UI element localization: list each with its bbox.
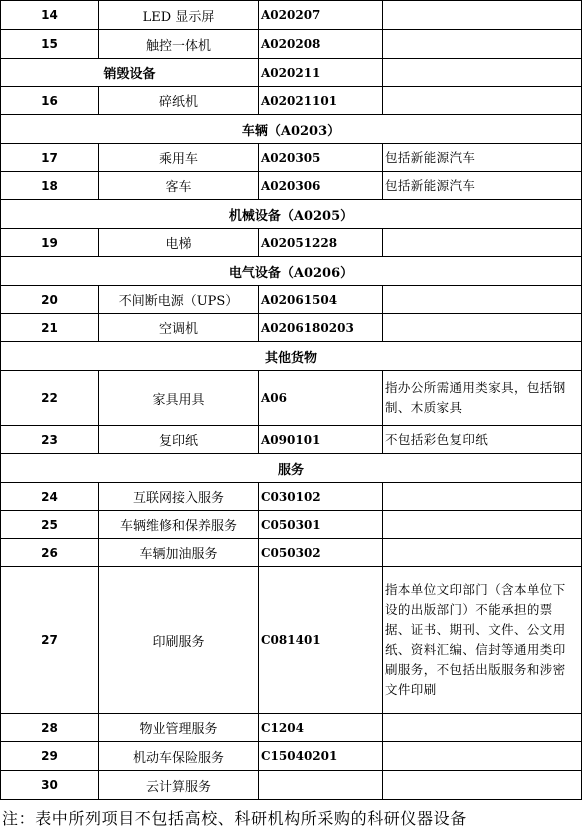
table-row	[1, 144, 582, 172]
item-number: 27	[1, 567, 99, 714]
item-code: C050301	[259, 511, 383, 539]
item-number: 22	[1, 371, 99, 426]
item-name: 乘用车	[99, 144, 259, 172]
item-code: A06	[259, 371, 383, 426]
section-label: 电气设备（A0206）	[1, 257, 582, 286]
item-name: 电梯	[99, 229, 259, 257]
table-row	[1, 714, 582, 742]
item-name: 客车	[99, 172, 259, 200]
table-row	[1, 286, 582, 314]
item-code: C1204	[259, 714, 383, 742]
item-note	[383, 286, 582, 314]
section-row	[1, 342, 582, 371]
item-name: 车辆维修和保养服务	[99, 511, 259, 539]
table-row	[1, 567, 582, 714]
item-note: 指本单位文印部门（含本单位下设的出版部门）不能承担的票据、证书、期刊、文件、公文用纸、资料汇编、信封等通用类印刷服务，不包括出版服务和涉密文件印刷	[383, 567, 582, 714]
item-code: C030102	[259, 483, 383, 511]
section-row	[1, 59, 582, 87]
table-row	[1, 426, 582, 454]
item-number: 29	[1, 742, 99, 771]
item-name: 互联网接入服务	[99, 483, 259, 511]
item-name: 物业管理服务	[99, 714, 259, 742]
section-row	[1, 200, 582, 229]
item-code: A020306	[259, 172, 383, 200]
item-name: 复印纸	[99, 426, 259, 454]
item-name: LED 显示屏	[99, 1, 259, 30]
table-row	[1, 87, 582, 115]
item-number: 15	[1, 30, 99, 59]
section-label: 车辆（A0203）	[1, 115, 582, 144]
table-row	[1, 229, 582, 257]
table-row	[1, 30, 582, 59]
table-row	[1, 172, 582, 200]
table-row	[1, 539, 582, 567]
item-code: A020207	[259, 1, 383, 30]
item-note: 指办公所需通用类家具，包括钢制、木质家具	[383, 371, 582, 426]
section-label: 服务	[1, 454, 582, 483]
item-note	[383, 539, 582, 567]
item-note	[383, 30, 582, 59]
item-code: A02051228	[259, 229, 383, 257]
table-row	[1, 742, 582, 771]
item-number: 24	[1, 483, 99, 511]
item-note	[383, 1, 582, 30]
section-label: 其他货物	[1, 342, 582, 371]
item-name: 云计算服务	[99, 771, 259, 800]
item-name: 触控一体机	[99, 30, 259, 59]
item-code: A020208	[259, 30, 383, 59]
item-number: 25	[1, 511, 99, 539]
item-number: 26	[1, 539, 99, 567]
item-note	[383, 771, 582, 800]
item-note: 包括新能源汽车	[383, 144, 582, 172]
item-number: 28	[1, 714, 99, 742]
item-name: 碎纸机	[99, 87, 259, 115]
item-number: 17	[1, 144, 99, 172]
footnote: 注：表中所列项目不包括高校、科研机构所采购的科研仪器设备	[2, 809, 467, 828]
section-label: 机械设备（A0205）	[1, 200, 582, 229]
item-note	[383, 59, 582, 87]
item-note	[383, 314, 582, 342]
item-name: 空调机	[99, 314, 259, 342]
table-row	[1, 1, 582, 30]
item-note	[383, 511, 582, 539]
item-number: 21	[1, 314, 99, 342]
item-code: A0206180203	[259, 314, 383, 342]
table-row	[1, 511, 582, 539]
item-code: A020305	[259, 144, 383, 172]
item-number: 23	[1, 426, 99, 454]
item-code	[259, 771, 383, 800]
item-code: C081401	[259, 567, 383, 714]
item-number: 14	[1, 1, 99, 30]
item-number: 19	[1, 229, 99, 257]
item-name: 不间断电源（UPS）	[99, 286, 259, 314]
item-code: C15040201	[259, 742, 383, 771]
item-number: 20	[1, 286, 99, 314]
section-row	[1, 454, 582, 483]
section-code: A020211	[259, 59, 383, 87]
item-name: 机动车保险服务	[99, 742, 259, 771]
item-name: 家具用具	[99, 371, 259, 426]
item-note	[383, 714, 582, 742]
section-label: 销毁设备	[1, 59, 259, 87]
item-note	[383, 483, 582, 511]
item-note: 包括新能源汽车	[383, 172, 582, 200]
item-note	[383, 229, 582, 257]
item-name: 车辆加油服务	[99, 539, 259, 567]
item-name: 印刷服务	[99, 567, 259, 714]
item-number: 30	[1, 771, 99, 800]
table-row	[1, 314, 582, 342]
section-row	[1, 257, 582, 286]
item-number: 18	[1, 172, 99, 200]
item-number: 16	[1, 87, 99, 115]
item-note	[383, 742, 582, 771]
item-note	[383, 87, 582, 115]
item-code: A02061504	[259, 286, 383, 314]
table-row	[1, 483, 582, 511]
item-note: 不包括彩色复印纸	[383, 426, 582, 454]
section-row	[1, 115, 582, 144]
item-code: A090101	[259, 426, 383, 454]
table-row	[1, 771, 582, 800]
table-row	[1, 371, 582, 426]
item-code: C050302	[259, 539, 383, 567]
item-code: A02021101	[259, 87, 383, 115]
